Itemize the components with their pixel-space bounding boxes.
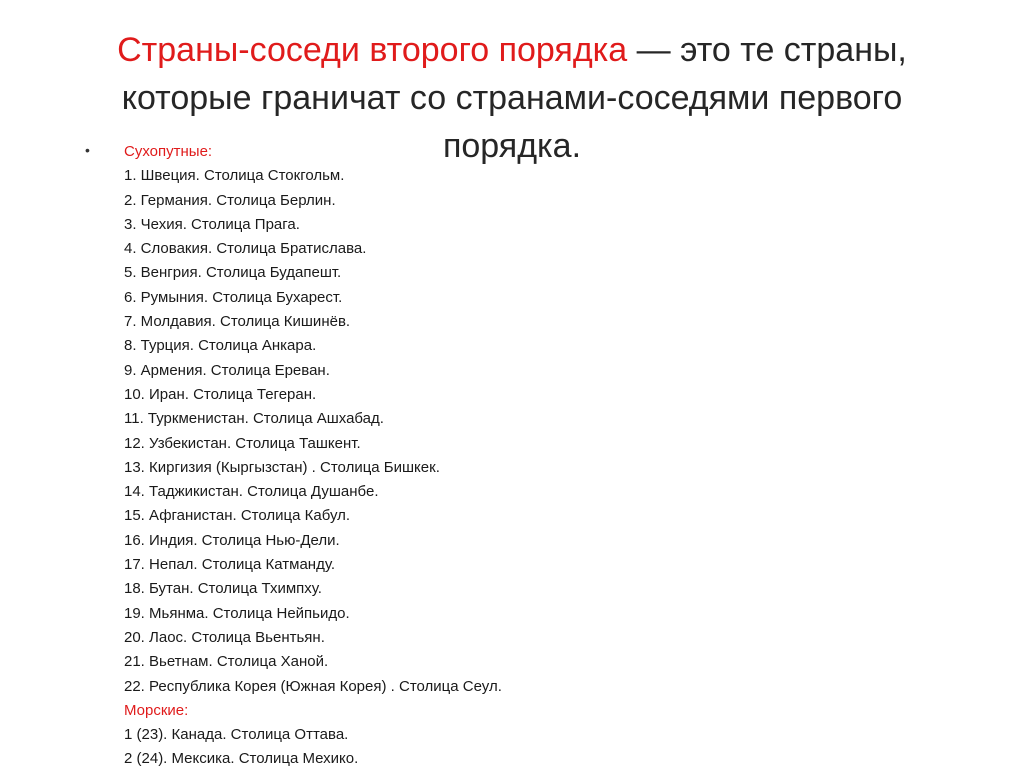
list-item: 6. Румыния. Столица Бухарест.: [124, 288, 343, 306]
list-item: 1. Швеция. Столица Стокгольм.: [124, 167, 345, 185]
list-item: 17. Непал. Столица Катманду.: [124, 556, 336, 574]
section-heading: Морские:: [124, 701, 189, 719]
list-item: 5. Венгрия. Столица Будапешт.: [124, 264, 342, 282]
list-item: 14. Таджикистан. Столица Душанбе.: [124, 483, 379, 501]
list-item: 22. Республика Корея (Южная Корея) . Столица Сеул.: [124, 677, 502, 695]
list-item: 13. Киргизия (Кыргызстан) . Столица Бишкек.: [124, 458, 440, 476]
list-item: 21. Вьетнам. Столица Ханой.: [124, 653, 329, 671]
list-item: 1 (23). Канада. Столица Оттава.: [124, 726, 349, 744]
list-item: 8. Турция. Столица Анкара.: [124, 337, 317, 355]
list-item: 19. Мьянма. Столица Нейпьидо.: [124, 604, 350, 622]
list-item: 7. Молдавия. Столица Кишинёв.: [124, 313, 351, 331]
list-item: 10. Иран. Столица Тегеран.: [124, 385, 317, 403]
list-item: 3. Чехия. Столица Прага.: [124, 215, 300, 233]
list-item: 4. Словакия. Столица Братислава.: [124, 240, 367, 258]
list-item: 12. Узбекистан. Столица Ташкент.: [124, 434, 361, 452]
list-item: 9. Армения. Столица Ереван.: [124, 361, 330, 379]
list-item: 18. Бутан. Столица Тхимпху.: [124, 580, 322, 598]
section-heading: Сухопутные:: [124, 143, 213, 160]
title-rest: — это те страны, которые граничат со странами-соседями первого порядка.: [121, 31, 907, 165]
list-item: 15. Афганистан. Столица Кабул.: [124, 507, 351, 525]
country-list: [124, 140, 644, 772]
list-item: 11. Туркменистан. Столица Ашхабад.: [124, 410, 384, 428]
list-item: 20. Лаос. Столица Вьентьян.: [124, 628, 325, 646]
title-highlight: Страны-соседи второго порядка: [117, 31, 628, 69]
list-item: 16. Индия. Столица Нью-Дели.: [124, 531, 340, 549]
list-item: 2 (24). Мексика. Столица Мехико.: [124, 750, 359, 768]
bullet-icon: •: [85, 142, 90, 158]
list-item: 2. Германия. Столица Берлин.: [124, 191, 336, 209]
